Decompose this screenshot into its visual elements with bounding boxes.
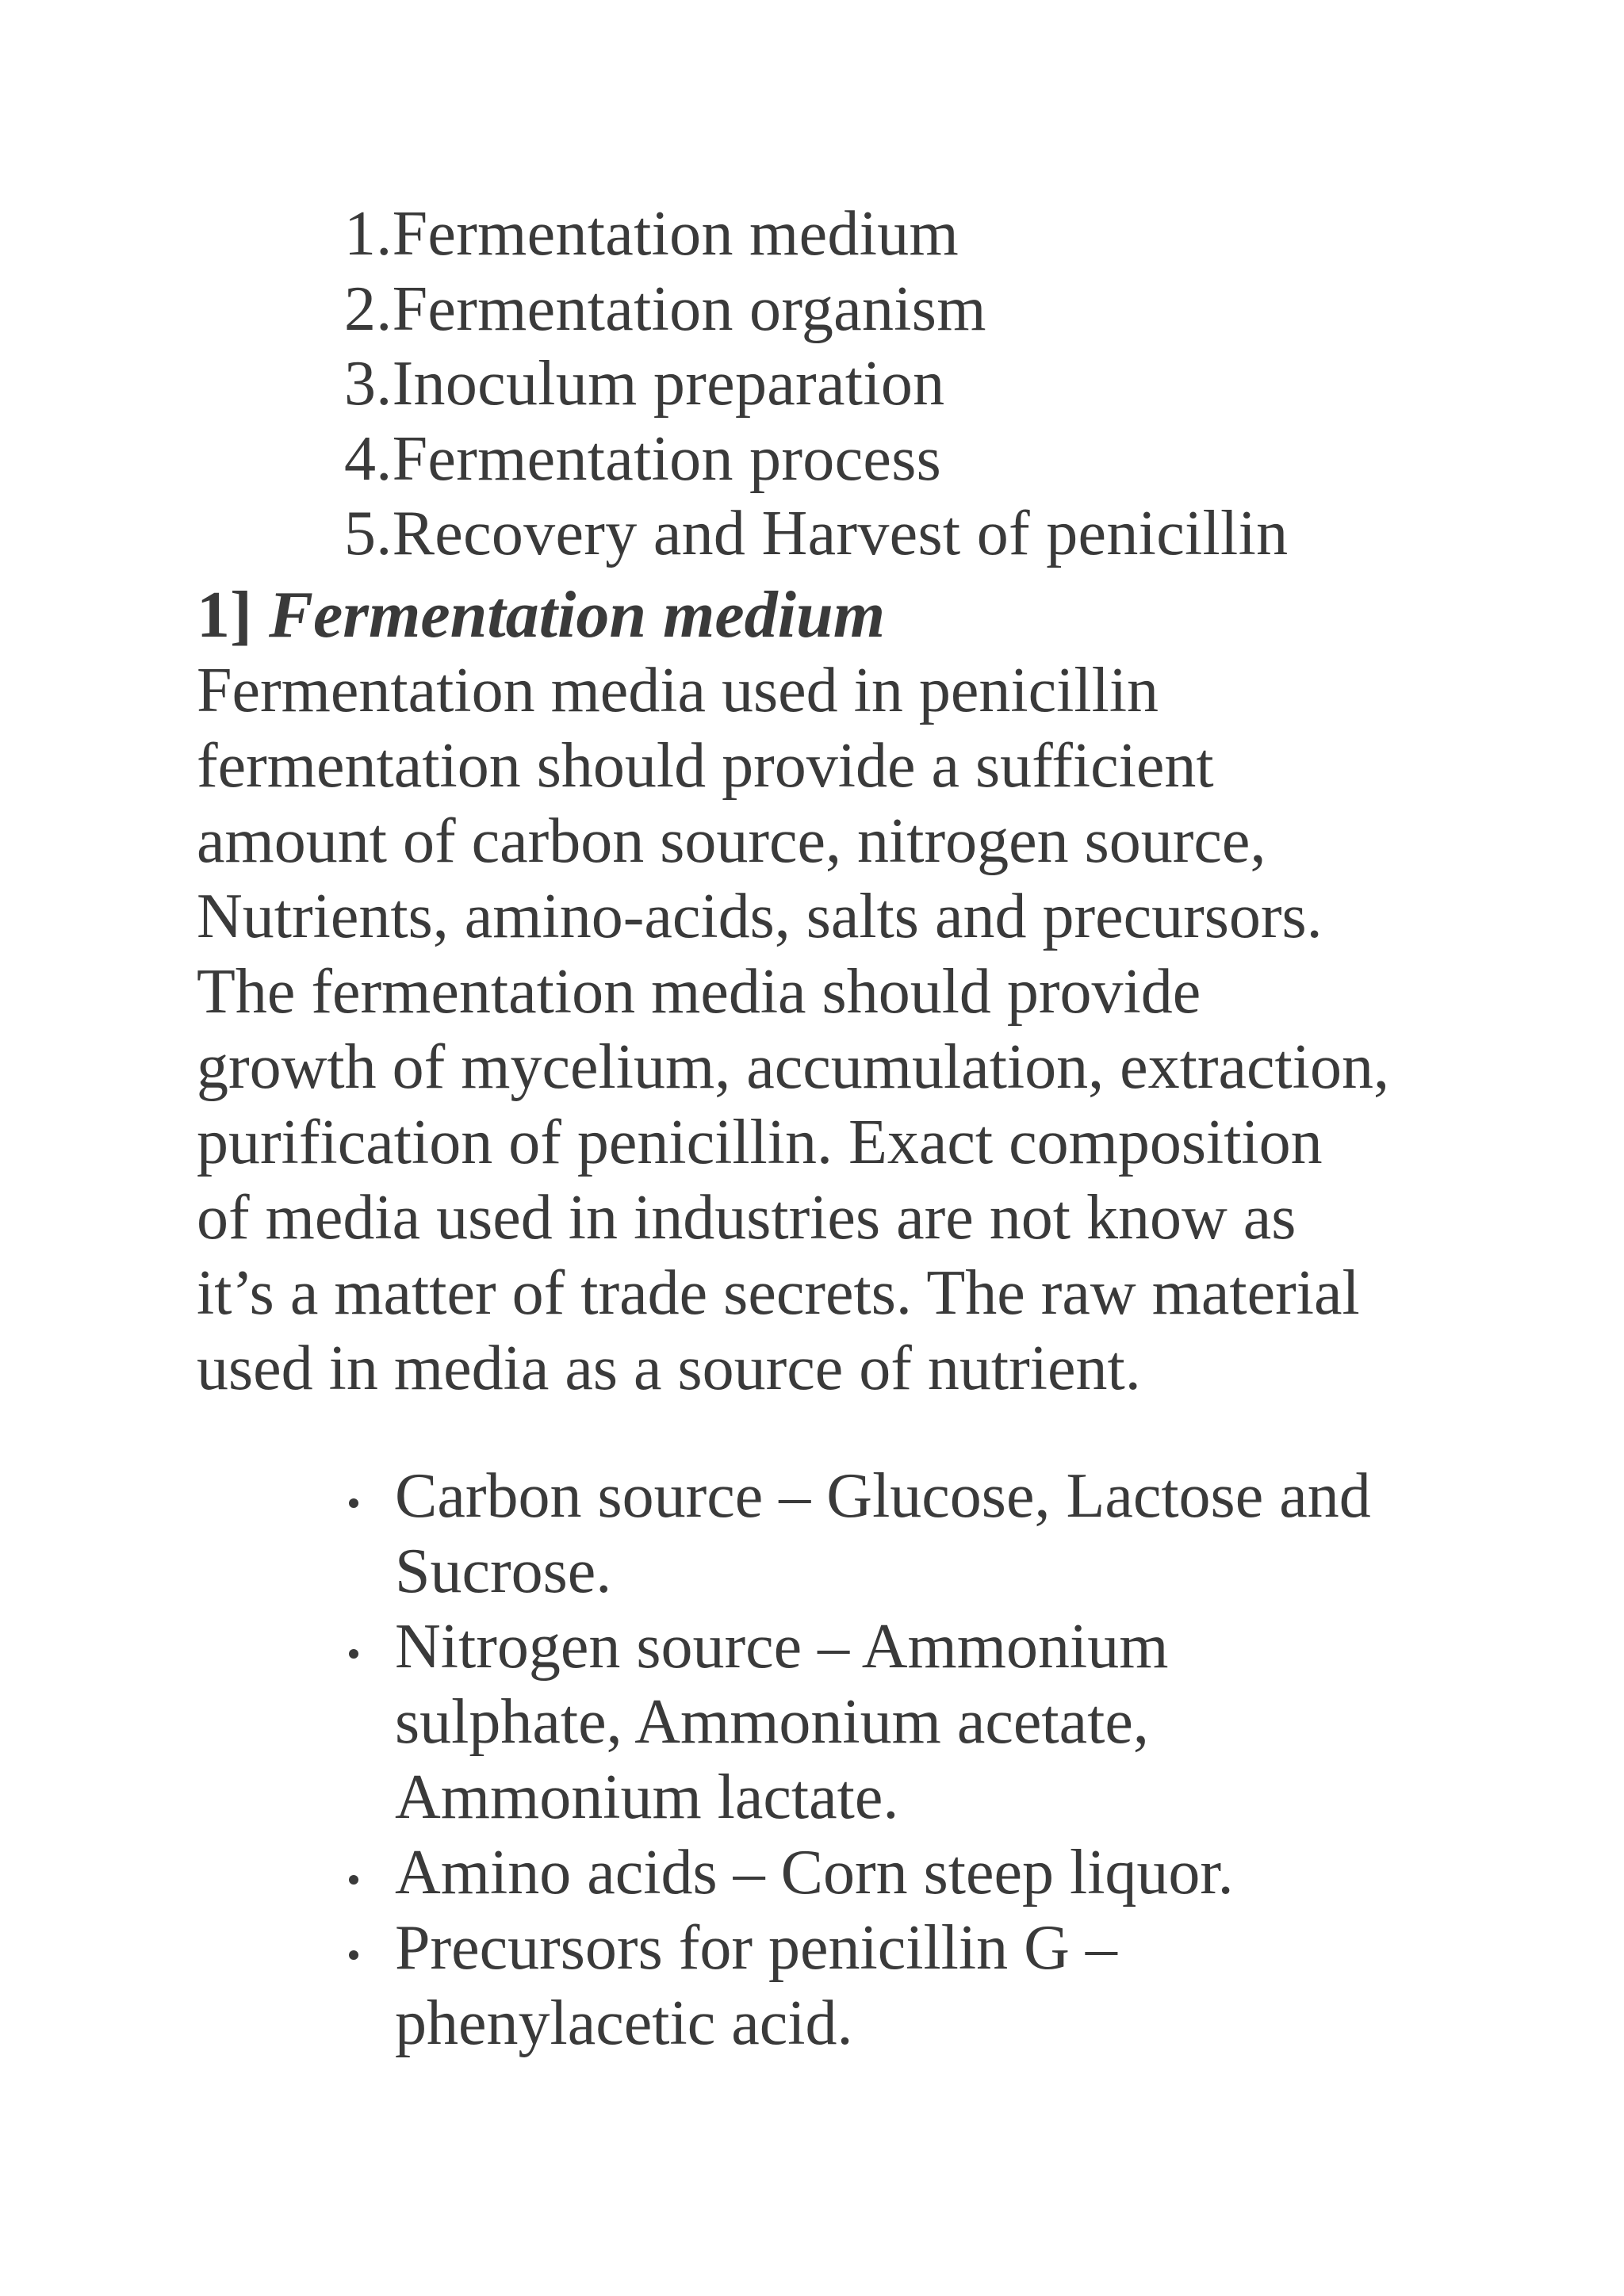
section-title: Fermentation medium — [268, 578, 886, 652]
section-heading — [197, 576, 885, 655]
bullet-line: sulphate, Ammonium acetate, — [395, 1687, 1149, 1757]
paragraph-line: purification of penicillin. Exact composition — [197, 1108, 1323, 1177]
paragraph-line: The fermentation media should provide — [197, 957, 1201, 1027]
outline-list — [344, 197, 1288, 572]
paragraph-line: growth of mycelium, accumulation, extraction, — [197, 1032, 1389, 1102]
bullet-item-amino-acids — [333, 1835, 1443, 1911]
nutrient-bullet-list — [333, 1459, 1443, 2061]
outline-item-fermentation-medium: 1.Fermentation medium — [344, 199, 959, 269]
paragraph-line: of media used in industries are not know as — [197, 1183, 1297, 1253]
bullet-item-carbon-source — [333, 1459, 1443, 1609]
bullet-dot-icon — [349, 1498, 358, 1508]
bullet-item-precursors — [333, 1911, 1443, 2061]
bullet-line: Sucrose. — [395, 1536, 612, 1606]
outline-item-fermentation-process: 4.Fermentation process — [344, 423, 942, 494]
paragraph-line: used in media as a source of nutrient. — [197, 1334, 1141, 1403]
outline-item-inoculum-preparation: 3.Inoculum preparation — [344, 349, 945, 419]
bullet-line: Ammonium lactate. — [395, 1762, 899, 1832]
paragraph-line: amount of carbon source, nitrogen source, — [197, 806, 1266, 876]
bullet-dot-icon — [349, 1950, 358, 1960]
outline-item-recovery-harvest: 5.Recovery and Harvest of penicillin — [344, 499, 1289, 568]
bullet-line: Amino acids – Corn steep liquor. — [395, 1838, 1234, 1908]
outline-item-fermentation-organism: 2.Fermentation organism — [344, 274, 986, 344]
bullet-line: phenylacetic acid. — [395, 1988, 853, 2058]
paragraph-line: it’s a matter of trade secrets. The raw material — [197, 1258, 1360, 1328]
paragraph-line: Nutrients, amino-acids, salts and precursors. — [197, 882, 1323, 951]
paragraph-line: Fermentation media used in penicillin — [197, 656, 1159, 725]
bullet-line: Nitrogen source – Ammonium — [395, 1612, 1169, 1682]
bullet-line: Carbon source – Glucose, Lactose and — [395, 1461, 1371, 1531]
bullet-dot-icon — [349, 1875, 358, 1885]
bullet-line: Precursors for penicillin G – — [395, 1913, 1117, 1983]
section-number: 1] — [197, 578, 252, 652]
paragraph-line: fermentation should provide a sufficient — [197, 731, 1214, 801]
bullet-dot-icon — [349, 1649, 358, 1659]
bullet-item-nitrogen-source — [333, 1609, 1443, 1835]
body-paragraph — [197, 653, 1434, 1406]
